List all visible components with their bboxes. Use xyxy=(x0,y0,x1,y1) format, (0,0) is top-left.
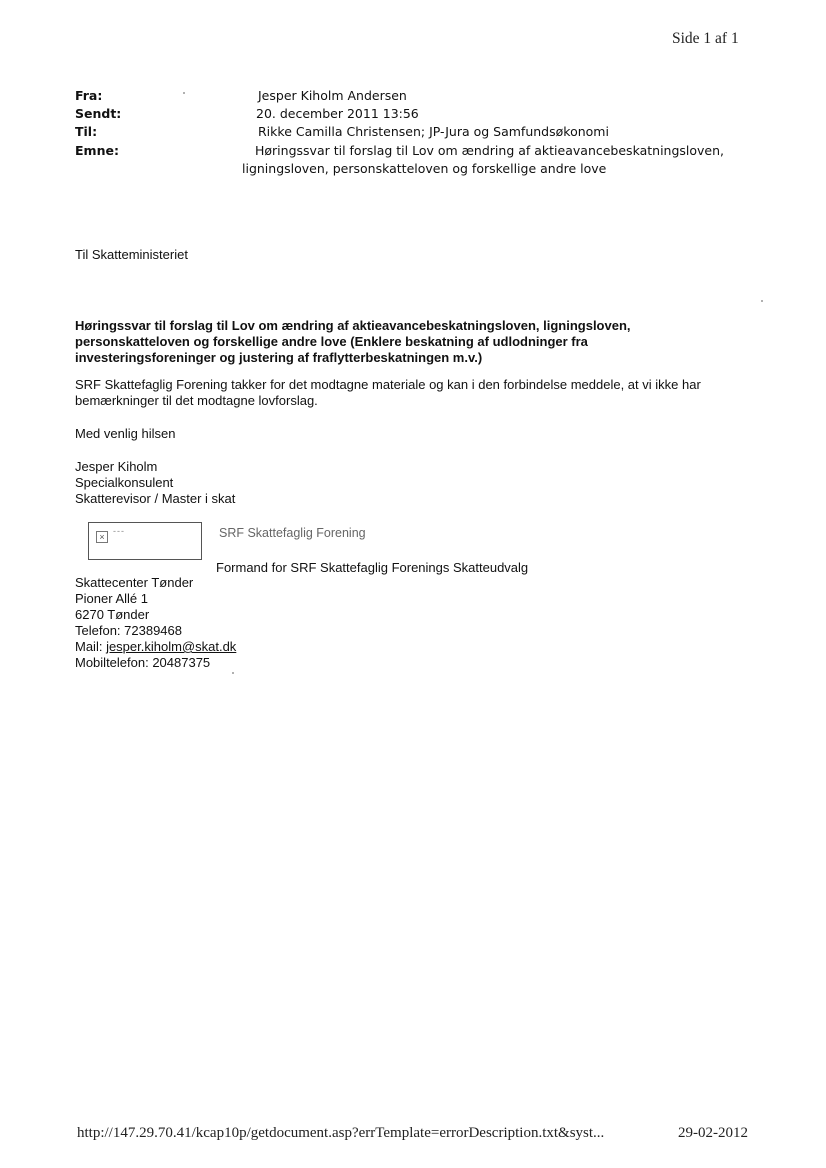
scan-speck xyxy=(232,672,234,674)
scan-speck xyxy=(183,92,185,94)
postal-city: 6270 Tønder xyxy=(75,607,150,622)
email-link[interactable]: jesper.kiholm@skat.dk xyxy=(106,639,237,654)
contact-block xyxy=(75,575,236,671)
letter-heading xyxy=(75,318,715,366)
signer-name: Jesper Kiholm xyxy=(75,459,158,474)
committee-chair-line: Formand for SRF Skattefaglig Forenings Skatteudvalg xyxy=(216,560,529,575)
to-value: Rikke Camilla Christensen; JP-Jura og Samfundsøkonomi xyxy=(258,124,609,139)
mail-line xyxy=(75,639,236,655)
from-label: Fra: xyxy=(75,88,103,103)
broken-image-placeholder-icon: --- xyxy=(113,526,125,536)
scan-speck xyxy=(761,300,763,302)
organization-name: SRF Skattefaglig Forening xyxy=(219,526,366,540)
footer-date: 29-02-2012 xyxy=(678,1125,748,1141)
subject-label: Emne: xyxy=(75,143,119,158)
broken-logo-image xyxy=(88,522,202,560)
heading-line-1: Høringssvar til forslag til Lov om ændring af aktieavancebeskatningsloven, ligningsloven, xyxy=(75,318,631,333)
body-line-2: bemærkninger til det modtagne lovforslag. xyxy=(75,393,318,408)
heading-line-3: investeringsforeninger og justering af fraflytterbeskatningen m.v.) xyxy=(75,350,483,365)
street-address: Pioner Allé 1 xyxy=(75,591,148,606)
to-label: Til: xyxy=(75,124,98,139)
heading-line-2: personskatteloven og forskellige andre love (Enklere beskatning af udlodninger fra xyxy=(75,334,588,349)
signer-title: Specialkonsulent xyxy=(75,475,174,490)
sent-label: Sendt: xyxy=(75,106,122,121)
recipient-line: Til Skatteministeriet xyxy=(75,247,188,262)
body-line-1: SRF Skattefaglig Forening takker for det modtagne materiale og kan i den forbindelse meddele, at vi ikke har xyxy=(75,377,701,392)
sent-value: 20. december 2011 13:56 xyxy=(256,106,419,121)
office-name: Skattecenter Tønder xyxy=(75,575,194,590)
signer-role: Skatterevisor / Master i skat xyxy=(75,491,236,506)
letter-body xyxy=(75,377,775,409)
subject-value-line2: ligningsloven, personskatteloven og forskellige andre love xyxy=(242,161,607,176)
footer-url: http://147.29.70.41/kcap10p/getdocument.asp?errTemplate=errorDescription.txt&syst... xyxy=(77,1125,605,1141)
phone-number: Telefon: 72389468 xyxy=(75,623,182,638)
mail-label: Mail: xyxy=(75,639,107,654)
broken-image-icon: × xyxy=(96,531,108,543)
signature-block xyxy=(75,459,235,507)
page-number: Side 1 af 1 xyxy=(672,30,739,47)
subject-value-line1: Høringssvar til forslag til Lov om ændring af aktieavancebeskatningsloven, xyxy=(255,143,725,158)
closing-greeting: Med venlig hilsen xyxy=(75,426,176,441)
mobile-number: Mobiltelefon: 20487375 xyxy=(75,655,211,670)
from-value: Jesper Kiholm Andersen xyxy=(258,88,407,103)
